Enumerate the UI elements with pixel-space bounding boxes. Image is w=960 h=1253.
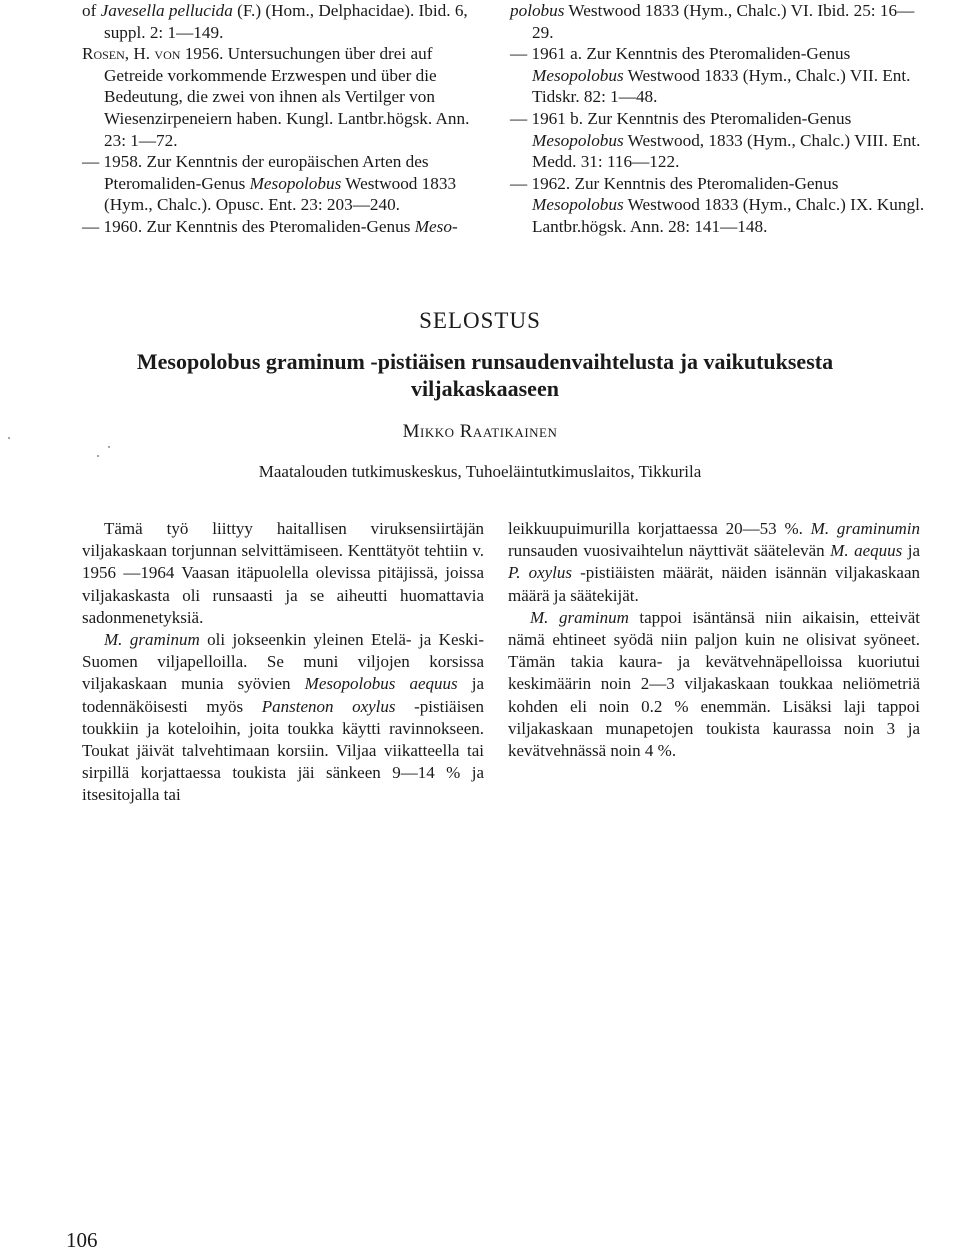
article-title: Mesopolobus graminum -pistiäisen runsaudenvaihtelusta ja vaikutuksesta viljakaskaaseen xyxy=(136,349,834,401)
paragraph: leikkuupuimurilla korjattaessa 20—53 %. M. graminumin runsauden vuosivaihtelun näyttivät säätelevän M. aequus ja P. oxylus -pistiäisten määrät, näiden isännän viljakaskaan määrä ja säätekijät. xyxy=(508,519,920,605)
scan-speck xyxy=(108,446,110,448)
reference-entry: — 1962. Zur Kenntnis des Pteromaliden-Genus Mesopolobus Westwood 1833 (Hym., Chalc.) IX. Kungl. Lantbr.högsk. Ann. 28: 141—148. xyxy=(510,173,925,236)
page-number: 106 xyxy=(66,1228,98,1252)
author-name: Mikko Raatikainen xyxy=(402,421,558,442)
reference-entry: — 1960. Zur Kenntnis des Pteromaliden-Genus Meso- xyxy=(82,216,458,236)
reference-entry: — 1961 b. Zur Kenntnis des Pteromaliden-Genus Mesopolobus Westwood, 1833 (Hym., Chalc.) VIII. Ent. Medd. 31: 116—122. xyxy=(510,108,921,172)
scan-speck xyxy=(8,437,10,439)
paragraph: Tämä työ liittyy haitallisen viruksensiirtäjän viljakaskaan torjunnan selvittämiseen. Kenttätyöt tehtiin v. 1956 —1964 Vaasan itäpuolella olevissa pitäjissä, joissa viljakaskasta oli runsaasti ja se aiheutti huomattavia sadonmenetyksiä. xyxy=(82,519,484,627)
scan-speck xyxy=(97,455,99,457)
reference-entry: of Javesella pellucida (F.) (Hom., Delphacidae). Ibid. 6, suppl. 2: 1—149. xyxy=(82,1,468,42)
section-heading: SELOSTUS xyxy=(419,308,541,333)
reference-entry: Rosen, H. von 1956. Untersuchungen über drei auf Getreide vorkommende Erzwespen und über die Bedeutung, die zwei von ihnen als Vertilger von Wiesenzirpeneiern haben. Kungl. Lantbr.högsk. Ann. 23: 1—72. xyxy=(82,44,470,150)
body-left-column xyxy=(82,518,484,807)
references-left-column xyxy=(82,0,492,238)
author-affiliation: Maatalouden tutkimuskeskus, Tuhoeläintutkimuslaitos, Tikkurila xyxy=(258,462,702,481)
reference-entry: — 1961 a. Zur Kenntnis des Pteromaliden-Genus Mesopolobus Westwood 1833 (Hym., Chalc.) VII. Ent. Tidskr. 82: 1—48. xyxy=(510,44,911,107)
references-right-column xyxy=(510,0,930,238)
body-right-column xyxy=(508,518,920,762)
paragraph: M. graminum tappoi isäntänsä niin aikaisin, etteivät nämä ehtineet syödä niin paljon kuin ne olisivat syöneet. Tämän takia kaura- ja kevätvehnäpelloissa kuoriutui keskimäärin noin 2—3 viljakaskaan toukkaa neliömetriä kohden eli noin 0.2 % enemmän. Lisäksi laji tappoi viljakaskaan munapetojen toukista kaurassa noin 3 ja kevätvehnässä noin 4 %. xyxy=(508,607,920,761)
paragraph: M. graminum oli jokseenkin yleinen Etelä- ja Keski-Suomen viljapelloilla. Se muni viljojen korsissa viljakaskaan munia syövien Mesopolobus aequus ja todennäköisesti myös Panstenon oxylus -pistiäisen toukkiin ja koteloihin, joita toukka käytti ravinnokseen. Toukat jäivät talvehtimaan korsiin. Viljaa viikatteella tai sirpillä korjattaessa toukista jäi sänkeen 9—14 % ja itsesitojalla tai xyxy=(82,630,484,805)
reference-entry: — 1958. Zur Kenntnis der europäischen Arten des Pteromaliden-Genus Mesopolobus Westwood 1833 (Hym., Chalc.). Opusc. Ent. 23: 203—240. xyxy=(82,152,457,215)
reference-entry: polobus Westwood 1833 (Hym., Chalc.) VI. Ibid. 25: 16—29. xyxy=(510,1,915,42)
